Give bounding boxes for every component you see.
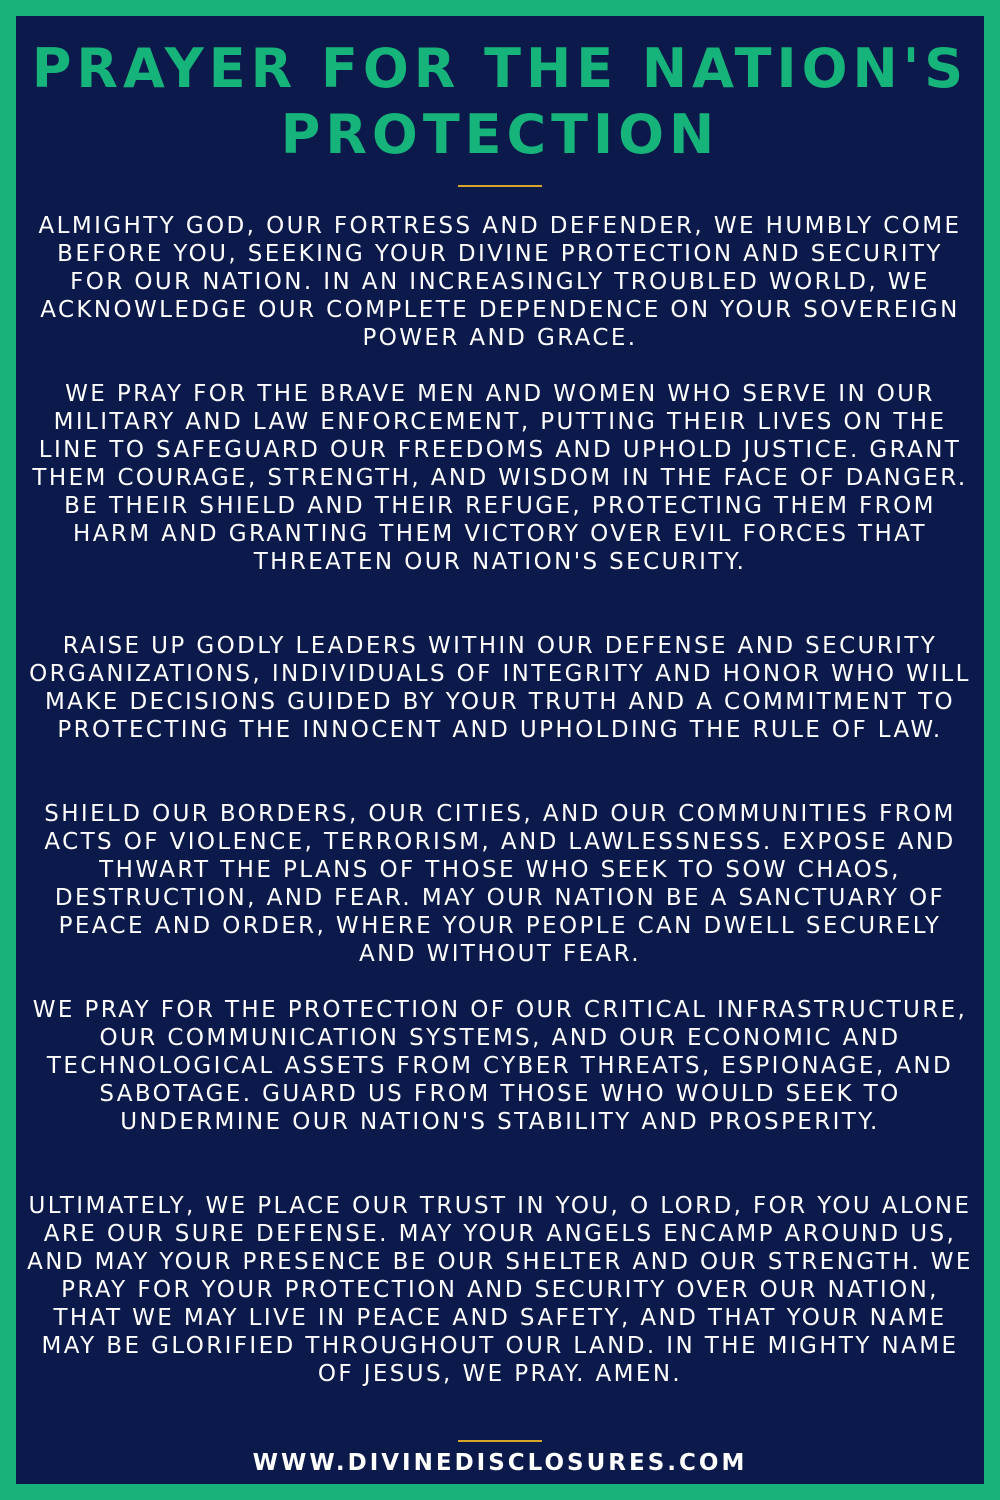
prayer-paragraph-1: ALMIGHTY GOD, OUR FORTRESS AND DEFENDER, WE HUMBLY COME BEFORE YOU, SEEKING YOUR DIVINE PROTECTION AND SECURITY FOR OUR NATION. IN AN INCREASINGLY TROUBLED WORLD, WE ACKNOWLEDGE OUR COMPLETE DEPENDENCE ON YOUR SOVEREIGN POWER AND GRACE. (38, 213, 962, 351)
page-title: PRAYER FOR THE NATION'S PROTECTION (31, 37, 969, 166)
prayer-paragraph-3: RAISE UP GODLY LEADERS WITHIN OUR DEFENSE AND SECURITY ORGANIZATIONS, INDIVIDUALS OF INTEGRITY AND HONOR WHO WILL MAKE DECISIONS GUIDED BY YOUR TRUTH AND A COMMITMENT TO PROTECTING THE INNOCENT AND UPHOLDING THE RULE OF LAW. (29, 633, 971, 743)
title-divider (458, 185, 542, 187)
prayer-card (16, 16, 984, 1484)
prayer-paragraph-5: WE PRAY FOR THE PROTECTION OF OUR CRITICAL INFRASTRUCTURE, OUR COMMUNICATION SYSTEMS, AND OUR ECONOMIC AND TECHNOLOGICAL ASSETS FROM CYBER THREATS, ESPIONAGE, AND SABOTAGE. GUARD US FROM THOSE WHO WOULD SEEK TO UNDERMINE OUR NATION'S STABILITY AND PROSPERITY. (32, 997, 968, 1135)
prayer-paragraph-6: ULTIMATELY, WE PLACE OUR TRUST IN YOU, O LORD, FOR YOU ALONE ARE OUR SURE DEFENSE. MAY YOUR ANGELS ENCAMP AROUND US, AND MAY YOUR PRESENCE BE OUR SHELTER AND OUR STRENGTH. WE PRAY FOR YOUR PROTECTION AND SECURITY OVER OUR NATION, THAT WE MAY LIVE IN PEACE AND SAFETY, AND THAT YOUR NAME MAY BE GLORIFIED THROUGHOUT OUR LAND. IN THE MIGHTY NAME OF JESUS, WE PRAY. AMEN. (27, 1193, 973, 1387)
website-url: WWW.DIVINEDISCLOSURES.COM (252, 1450, 748, 1476)
prayer-paragraph-2: WE PRAY FOR THE BRAVE MEN AND WOMEN WHO SERVE IN OUR MILITARY AND LAW ENFORCEMENT, PUTTING THEIR LIVES ON THE LINE TO SAFEGUARD OUR FREEDOMS AND UPHOLD JUSTICE. GRANT THEM COURAGE, STRENGTH, AND WISDOM IN THE FACE OF DANGER. BE THEIR SHIELD AND THEIR REFUGE, PROTECTING THEM FROM HARM AND GRANTING THEM VICTORY OVER EVIL FORCES THAT THREATEN OUR NATION'S SECURITY. (32, 381, 968, 575)
footer-divider (458, 1440, 542, 1442)
prayer-paragraph-4: SHIELD OUR BORDERS, OUR CITIES, AND OUR COMMUNITIES FROM ACTS OF VIOLENCE, TERRORISM, AND LAWLESSNESS. EXPOSE AND THWART THE PLANS OF THOSE WHO SEEK TO SOW CHAOS, DESTRUCTION, AND FEAR. MAY OUR NATION BE A SANCTUARY OF PEACE AND ORDER, WHERE YOUR PEOPLE CAN DWELL SECURELY AND WITHOUT FEAR. (44, 801, 956, 967)
